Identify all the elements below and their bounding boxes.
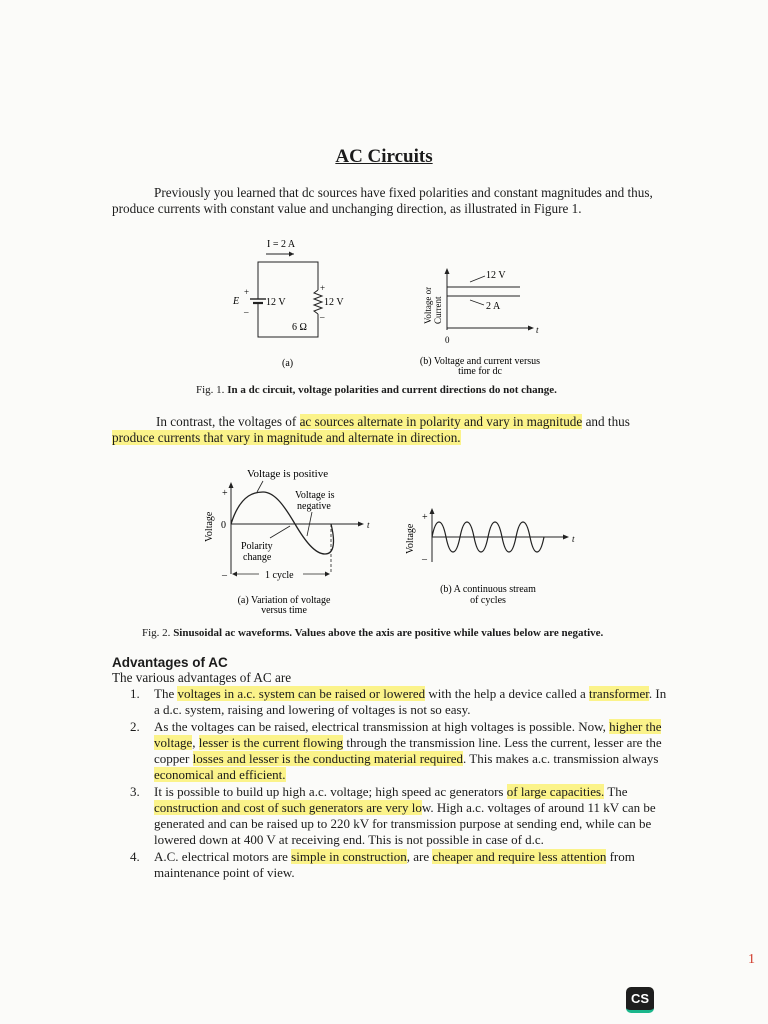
fig2a-negative-label-1: Voltage is [295,490,335,501]
source-minus: – [244,307,249,317]
fig2b-minus: – [422,554,427,565]
fig1b-i-label: 2 A [486,301,501,312]
fig2b-caption-2: of cycles [470,595,506,606]
fig1b-y-arrowhead [445,268,450,274]
fig2b-plus: + [422,512,428,523]
contrast-highlight-1: ac sources alternate in polarity and vary in magnitude [299,414,583,429]
current-label: I = 2 A [267,239,296,250]
resistance-label: 6 Ω [292,322,307,333]
fig1b-y-label-1: Voltage or [423,286,433,324]
fig1b-origin: 0 [445,335,450,345]
list-item-highlight: voltages in a.c. system can be raised or lowered [177,686,426,701]
fig2a-positive-label: Voltage is positive [247,468,329,480]
resistor-minus: – [320,312,325,322]
list-item-text: through the transmission line. Less the current, lesser are the copper [154,735,662,766]
fig2a-polarity-2: change [243,552,272,563]
fig2b-caption-1: (b) A continuous stream [440,584,536,595]
list-item-highlight: of large capacities. [506,784,605,799]
fig1-caption-prefix: Fig. 1. [196,384,225,396]
list-item [112,719,672,783]
list-item-number: 4. [130,849,140,864]
page-title: AC Circuits [335,146,433,167]
advantages-list [112,686,672,882]
fig1b-x-arrowhead [528,326,534,331]
fig1a-caption: (a) [282,358,294,369]
fig1b-t-label: t [536,325,539,335]
figure-2 [195,462,595,620]
fig2b-y-label: Voltage [405,523,416,554]
contrast-text-mid: and thus [582,414,630,429]
fig2a-polarity-1: Polarity [241,541,273,552]
fig2a-t-label: t [367,520,370,530]
fig2a-graph [204,468,370,616]
contrast-text-pre: In contrast, the voltages of [156,414,300,429]
list-item-text: The [604,784,628,799]
fig2a-x-arrowhead [358,522,364,527]
list-item-text: , [192,735,199,750]
list-item-highlight: simple in construction [291,849,407,864]
advantages-intro: The various advantages of AC are [112,670,292,685]
fig2-caption-prefix: Fig. 2. [142,627,171,639]
source-label: E [233,296,240,307]
fig2a-minus: – [222,570,227,581]
fig2-caption-text: Sinusoidal ac waveforms. Values above the axis are positive while values below are negative. [173,627,604,639]
figure-1 [200,232,600,382]
list-item-text: w. High a.c. voltages of around 11 kV can be generated and can be raised up to 220 kV for transmission purpose at sending end, while can be lowered down at 400 V at receiving end. This is not possible in case of d.c. [154,800,656,847]
fig1b-caption-1: (b) Voltage and current versus [419,356,541,367]
fig2b-t-label: t [572,534,575,544]
fig1b-i-pointer [470,300,484,305]
fig2a-cycle-arrowhead-left [232,572,237,577]
circuit-wire-top [258,262,318,290]
fig1a-circuit [232,239,344,369]
advantages-heading: Advantages of AC [112,655,228,670]
fig2a-y-arrowhead [229,482,234,488]
fig2a-y-label: Voltage [204,511,215,542]
resistor-symbol [314,290,322,314]
list-item [112,784,672,848]
fig2b-x-arrowhead [563,535,569,540]
list-item-highlight: transformer [588,686,649,701]
intro-paragraph: Previously you learned that dc sources have fixed polarities and constant magnitudes and thus, produce currents with constant value and unchanging direction, as illustrated in Figure 1. [112,185,653,216]
source-plus: + [244,287,250,297]
list-item-text: from maintenance point of view. [154,849,635,880]
fig2a-positive-pointer [257,481,263,492]
list-item [112,686,672,718]
fig2a-plus: + [222,488,228,499]
resistor-voltage: 12 V [324,297,344,308]
list-item-text: . This makes a.c. transmission always [463,751,659,766]
fig2a-caption-2: versus time [261,605,307,616]
fig2b-graph [405,508,575,606]
list-item-text: The [154,686,178,701]
fig1b-caption-2: time for dc [458,366,502,377]
list-item-text: , are [406,849,433,864]
list-item-text: A.C. electrical motors are [154,849,292,864]
list-item-highlight: lesser is the current flowing [198,735,344,750]
list-item-number: 3. [130,784,140,799]
page-mark: 1 [748,952,755,967]
current-arrowhead [289,252,294,257]
list-item-text: As the voltages can be raised, electrical transmission at high voltages is possible. Now, [154,719,610,734]
fig2a-cycle-arrowhead-right [325,572,330,577]
fig1-caption-text: In a dc circuit, voltage polarities and current directions do not change. [227,384,557,396]
list-item-highlight: higher the voltage [154,719,662,750]
fig1-caption [196,384,557,396]
fig1b-y-label-2: Current [433,296,443,324]
list-item-number: 2. [130,719,140,734]
fig1b-v-label: 12 V [486,270,506,281]
list-item-highlight: economical and efficient. [154,767,286,782]
list-item-highlight: cheaper and require less attention [432,849,607,864]
list-item-text: . In a d.c. system, raising and lowering of voltages is not so easy. [154,686,667,717]
fig2a-zero: 0 [221,520,226,531]
circuit-wire-bottom [258,310,318,337]
list-item-text: It is possible to build up high a.c. voltage; high speed ac generators [154,784,507,799]
list-item [112,849,672,881]
list-item-highlight: losses and lesser is the conducting material required [192,751,464,766]
fig1b-v-pointer [470,276,485,282]
fig2a-cycle-label: 1 cycle [265,570,294,581]
source-value: 12 V [266,297,286,308]
fig2a-polarity-pointer [270,526,290,538]
fig2a-negative-label-2: negative [297,501,331,512]
fig2b-y-arrowhead [430,508,435,514]
list-item-text: with the help a device called a [425,686,589,701]
list-item-number: 1. [130,686,140,701]
contrast-highlight-2: produce currents that vary in magnitude and alternate in direction. [112,430,461,445]
camscanner-badge-icon: CS [626,987,654,1013]
fig2-caption [142,627,603,639]
contrast-paragraph [112,414,672,446]
fig2a-caption-1: (a) Variation of voltage [237,595,331,606]
list-item-highlight: construction and cost of such generators are very lo [154,800,422,815]
resistor-plus: + [320,283,326,293]
fig1b-graph [420,268,540,377]
